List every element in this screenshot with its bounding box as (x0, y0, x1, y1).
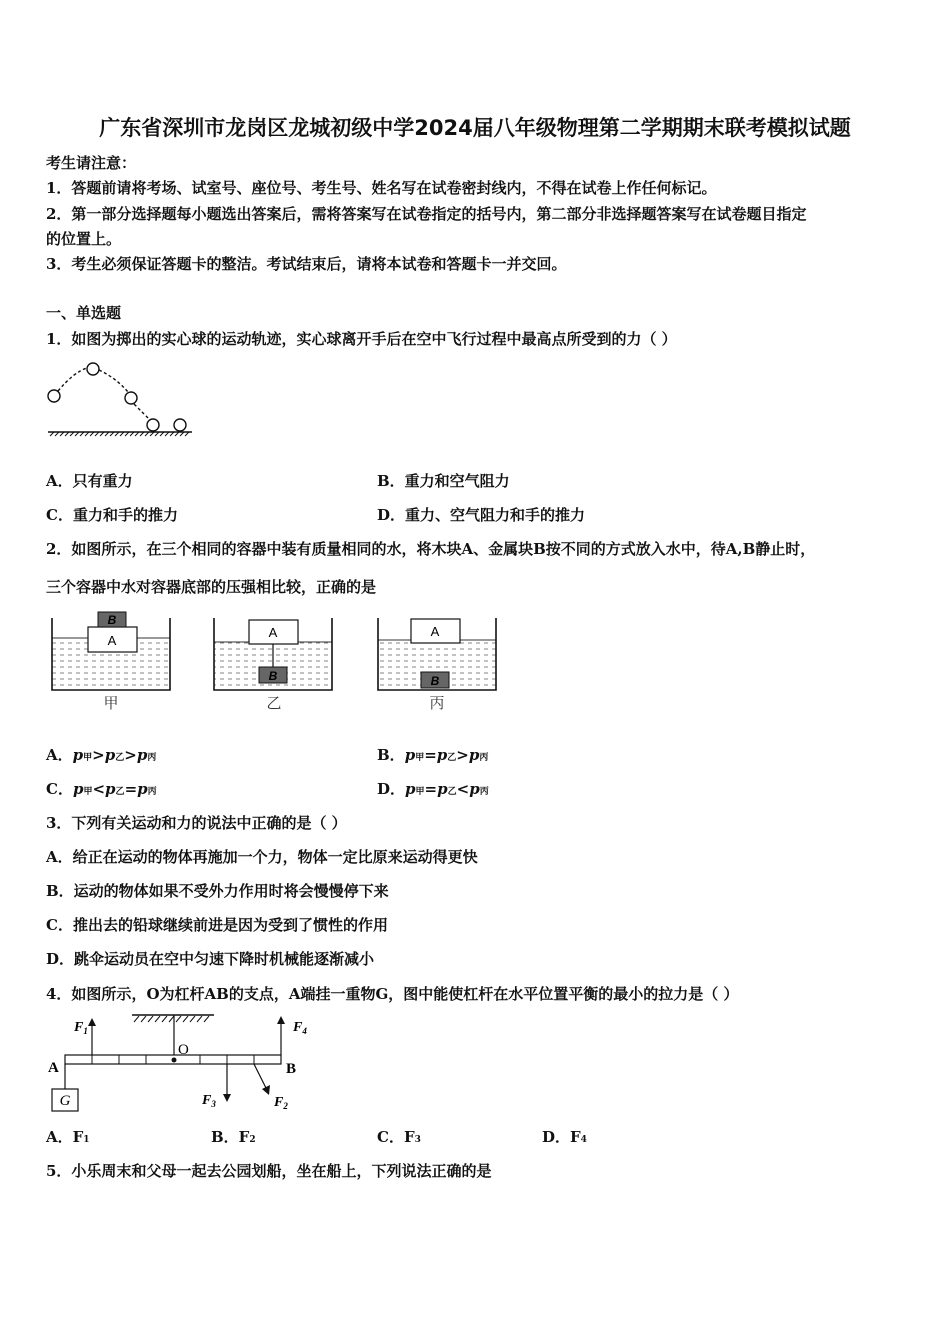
block-b-yi: B (268, 669, 278, 683)
page-title: 广东省深圳市龙岗区龙城初级中学2024届八年级物理第二学期期末联考模拟试题 (99, 116, 851, 140)
q3-option-a[interactable]: A．给正在运动的物体再施加一个力，物体一定比原来运动得更快 (46, 848, 478, 866)
q2-stem-1: 2．如图所示，在三个相同的容器中装有质量相同的水，将木块A、金属块B按不同的方式放入水中，待A,B静止时， (46, 540, 816, 558)
notice-line-1: 1．答题前请将考场、试室号、座位号、考生号、姓名写在试卷密封线内，不得在试卷上作任何标记。 (46, 179, 717, 197)
ball-2 (87, 363, 99, 375)
q3-option-d[interactable]: D．跳伞运动员在空中匀速下降时机械能逐渐减小 (46, 950, 375, 968)
label-g: G (59, 1093, 71, 1109)
block-a-bing: A (430, 624, 440, 639)
block-a-yi: A (268, 625, 278, 640)
q2-figure (44, 604, 504, 716)
notice-line-2-cont: 的位置上。 (46, 230, 122, 248)
q2-option-a[interactable]: A．p甲>p乙>p丙 (46, 746, 157, 764)
ball-1 (48, 390, 60, 402)
q1-option-d[interactable]: D．重力、空气阻力和手的推力 (377, 506, 586, 524)
container-yi (214, 618, 332, 690)
q4-option-a[interactable]: A．F1 (46, 1128, 90, 1146)
q4-option-c[interactable]: C．F3 (377, 1128, 421, 1146)
q3-stem: 3．下列有关运动和力的说法中正确的是（ ） (46, 814, 347, 832)
q2-option-d[interactable]: D．p甲=p乙<p丙 (377, 780, 489, 798)
label-jia: 甲 (103, 694, 119, 712)
block-b-bing: B (430, 674, 440, 688)
notice-line-3: 3．考生必须保证答题卡的整洁。考试结束后，请将本试卷和答题卡一并交回。 (46, 255, 567, 273)
ceiling-hatch (134, 1016, 209, 1022)
fulcrum (172, 1058, 177, 1063)
label-o: O (178, 1042, 189, 1058)
ball-5 (174, 419, 186, 431)
block-a-jia: A (107, 633, 117, 648)
container-bing (378, 618, 496, 690)
q4-option-d[interactable]: D．F4 (542, 1128, 587, 1146)
q4-figure (44, 1010, 314, 1116)
q5-stem: 5．小乐周末和父母一起去公园划船，坐在船上，下列说法正确的是 (46, 1162, 492, 1180)
label-bing: 丙 (429, 694, 445, 712)
section-heading: 一、单选题 (46, 304, 122, 322)
q2-option-c[interactable]: C．p甲<p乙=p丙 (46, 780, 157, 798)
q1-option-b[interactable]: B．重力和空气阻力 (377, 472, 510, 490)
q2-option-b[interactable]: B．p甲=p乙>p丙 (377, 746, 489, 764)
notice-line-2: 2．第一部分选择题每小题选出答案后，需将答案写在试卷指定的括号内，第二部分非选择题答案写在试卷题目指定 (46, 205, 807, 223)
force-f1 (73, 1018, 96, 1055)
container-jia (52, 612, 170, 690)
label-yi: 乙 (266, 694, 282, 712)
force-f4 (277, 1016, 307, 1055)
q1-figure (44, 358, 196, 440)
notice-heading: 考生请注意： (46, 154, 137, 172)
ball-4 (147, 419, 159, 431)
label-a: A (48, 1060, 59, 1076)
q4-option-b[interactable]: B．F2 (211, 1128, 256, 1146)
q1-option-a[interactable]: A．只有重力 (46, 472, 133, 490)
force-f3 (201, 1064, 231, 1109)
label-b: B (286, 1061, 297, 1077)
svg-text:F1: $F_1$ (74, 1020, 88, 1036)
q4-stem: 4．如图所示，O为杠杆AB的支点，A端挂一重物G，图中能使杠杆在水平位置平衡的最小的拉力是（ ） (46, 985, 739, 1003)
svg-text:F3: $F_3$ (202, 1093, 216, 1109)
svg-text:F4: $F_4$ (293, 1020, 307, 1036)
q1-option-c[interactable]: C．重力和手的推力 (46, 506, 178, 524)
q1-stem: 1．如图为掷出的实心球的运动轨迹，实心球离开手后在空中飞行过程中最高点所受到的力（ ） (46, 330, 677, 348)
block-b-jia: B (107, 613, 117, 627)
svg-text:F2: $F_2$ (274, 1095, 288, 1111)
q2-stem-2: 三个容器中水对容器底部的压强相比较，正确的是 (46, 578, 377, 596)
q3-option-b[interactable]: B．运动的物体如果不受外力作用时将会慢慢停下来 (46, 882, 389, 900)
force-f2 (254, 1064, 288, 1111)
q3-option-c[interactable]: C．推出去的铅球继续前进是因为受到了惯性的作用 (46, 916, 388, 934)
ball-3 (125, 392, 137, 404)
